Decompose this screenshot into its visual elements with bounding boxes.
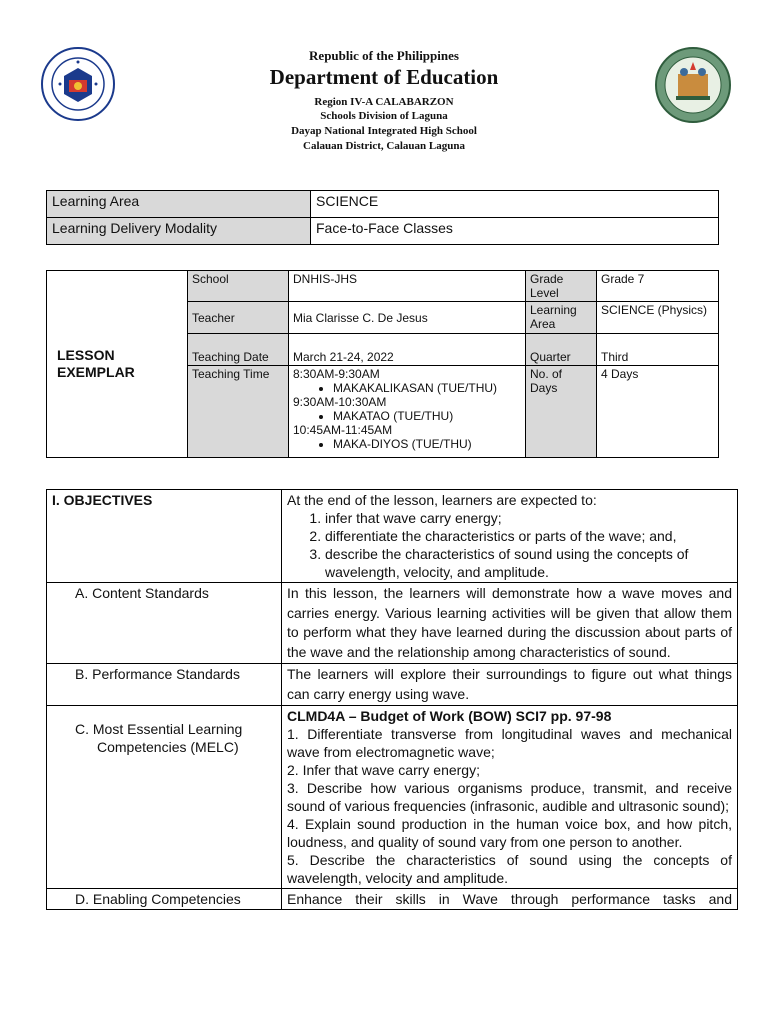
enabling-competencies-label: D. Enabling Competencies xyxy=(47,889,282,910)
delivery-modality-label: Learning Delivery Modality xyxy=(47,218,311,245)
teacher-value: Mia Clarisse C. De Jesus xyxy=(289,302,526,334)
melc-item-1: 1. Differentiate transverse from longitudinal waves and mechanical wave from electromagnetic wave; xyxy=(287,726,732,760)
objective-item-2: 2. differentiate the characteristics or parts of the wave; and, xyxy=(325,527,732,545)
grade-level-value: Grade 7 xyxy=(597,271,719,302)
learning-area-label-2: Learning Area xyxy=(526,302,597,334)
school-label: School xyxy=(188,271,289,302)
quarter-value: Third xyxy=(597,334,719,366)
days-value: 4 Days xyxy=(597,366,719,458)
learning-area-value-2: SCIENCE (Physics) xyxy=(597,302,719,334)
performance-standards-label: B. Performance Standards xyxy=(47,664,282,706)
content-standards-text: In this lesson, the learners will demonstrate how a wave moves and carries energy. Various learning activities will be given that allow them to perform what they have learned during the discussion about parts of the wave and the relationship among characteristics of sound. xyxy=(282,583,738,664)
header-district: Calauan District, Calauan Laguna xyxy=(303,140,465,152)
melc-title: CLMD4A – Budget of Work (BOW) SCI7 pp. 97-98 xyxy=(287,708,612,724)
melc-content xyxy=(282,706,738,889)
section-3: • MAKA-DIYOS (TUE/THU) xyxy=(333,437,521,451)
lesson-exemplar-title: LESSON EXEMPLAR xyxy=(47,271,188,458)
melc-label-text: C. Most Essential Learning Competencies (MELC) xyxy=(75,721,243,755)
time-slot-1: 8:30AM-9:30AM xyxy=(293,367,380,381)
header-school: Dayap National Integrated High School xyxy=(291,125,477,137)
learning-area-label: Learning Area xyxy=(47,191,311,218)
time-slot-2: 9:30AM-10:30AM xyxy=(293,395,387,409)
teaching-date-value: March 21-24, 2022 xyxy=(289,334,526,366)
teaching-time-label: Teaching Time xyxy=(188,366,289,458)
section-1: • MAKAKALIKASAN (TUE/THU) xyxy=(333,381,521,395)
objective-item-3: 3. describe the characteristics of sound using the concepts of wavelength, velocity, and amplitude. xyxy=(325,545,732,581)
melc-item-5: 5. Describe the characteristics of sound using the concepts of wavelength, velocity and amplitude. xyxy=(287,852,732,886)
melc-item-4: 4. Explain sound production in the human voice box, and how pitch, loudness, and quality of sound vary from one person to another. xyxy=(287,816,732,850)
content-standards-label: A. Content Standards xyxy=(47,583,282,664)
learning-area-table xyxy=(46,190,719,245)
lesson-exemplar-table xyxy=(46,270,719,458)
performance-standards-text: The learners will explore their surroundings to figure out what things can carry energy using wave. xyxy=(282,664,738,706)
objectives-heading: I. OBJECTIVES xyxy=(47,490,282,583)
time-slot-3: 10:45AM-11:45AM xyxy=(293,423,393,437)
melc-item-3: 3. Describe how various organisms produce, transmit, and receive sound of various frequencies (infrasonic, audible and ultrasonic sound); xyxy=(287,780,732,814)
days-label: No. of Days xyxy=(526,366,597,458)
objectives-intro: At the end of the lesson, learners are expected to: xyxy=(287,492,597,508)
header-department: Department of Education xyxy=(269,65,499,89)
teacher-label: Teacher xyxy=(188,302,289,334)
delivery-modality-value: Face-to-Face Classes xyxy=(311,218,719,245)
section-2: • MAKATAO (TUE/THU) xyxy=(333,409,521,423)
teaching-time-list xyxy=(289,366,526,458)
header-region: Region IV-A CALABARZON xyxy=(314,96,454,108)
melc-label xyxy=(47,706,282,889)
teaching-date-label: Teaching Date xyxy=(188,334,289,366)
learning-area-value: SCIENCE xyxy=(311,191,719,218)
objectives-content xyxy=(282,490,738,583)
objectives-table xyxy=(46,489,738,910)
header-republic: Republic of the Philippines xyxy=(309,48,459,63)
grade-level-label: Grade Level xyxy=(526,271,597,302)
enabling-competencies-text: Enhance their skills in Wave through performance tasks and xyxy=(282,889,738,910)
objective-item-1: 1. infer that wave carry energy; xyxy=(325,509,732,527)
melc-item-2: 2. Infer that wave carry energy; xyxy=(287,762,480,778)
quarter-label: Quarter xyxy=(526,334,597,366)
header-division: Schools Division of Laguna xyxy=(320,110,448,122)
school-value: DNHIS-JHS xyxy=(289,271,526,302)
